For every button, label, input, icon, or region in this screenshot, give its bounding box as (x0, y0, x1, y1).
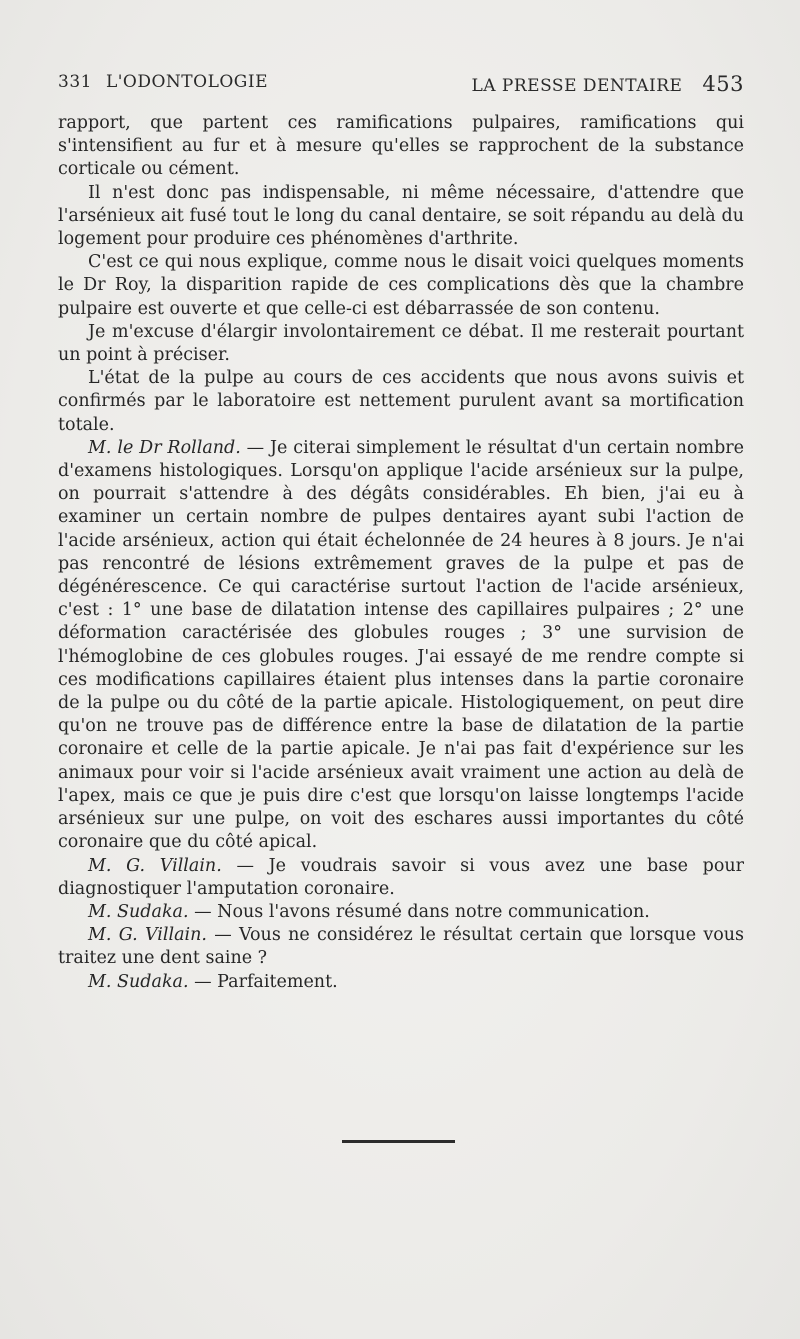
speaker-name: M. G. Villain. (88, 925, 207, 946)
right-running-title: LA PRESSE DENTAIRE (471, 76, 683, 96)
header-right (471, 72, 744, 96)
speech-text: — Nous l'avons résumé dans notre communication. (188, 901, 650, 922)
speech-paragraph (58, 437, 744, 855)
paragraph (58, 182, 744, 252)
speaker-name: M. le Dr Rolland. (88, 437, 241, 458)
speech-paragraph (58, 855, 744, 901)
paragraph-text: rapport, que partent ces ramifications pulpaires, ramifications qui s'intensifient au fur et à mesure qu'elles se rapprochent de la substance corticale ou cément. (58, 113, 744, 180)
section-end-rule (342, 1140, 455, 1143)
speech-text: — Vous ne considérez le résultat certain que lorsque vous traitez une dent saine ? (58, 925, 744, 969)
speech-paragraph (58, 924, 744, 970)
speech-paragraph (58, 901, 744, 924)
speech-text: — Je citerai simplement le résultat d'un certain nombre d'examens histologiques. Lorsqu'on applique l'acide arsénieux sur la pulpe, on pourrait s'attendre à des dégâts considérables. Eh bien, j'ai eu à examiner un certain nombre de pulpes dentaires ayant subi l'action de l'acide arsénieux, action qui était échelonnée de 24 heures à 8 jours. Je n'ai pas rencontré de lésions extrêmement graves de la pulpe et pas de dégénérescence. Ce qui caractérise surtout l'action de l'acide arsénieux, c'est : 1° une base de dilatation intense des capillaires pulpaires ; 2° une déformation caractérisée des globules rouges ; 3° une survision de l'hémoglobine de ces globules rouges. J'ai essayé de me rendre compte si ces modifications capillaires étaient plus intenses dans la partie coronaire de la pulpe ou du côté de la partie apicale. Histologiquement, on peut dire qu'on ne trouve pas de différence entre la base de dilatation de la partie coronaire et celle de la partie apicale. Je n'ai pas fait d'expérience sur les animaux pour voir si l'acide arsénieux avait vraiment une action au delà de l'apex, mais ce que je puis dire c'est que lorsqu'on laisse longtemps l'acide arsénieux sur une pulpe, on voit des eschares aussi importantes du côté coronaire que du côté apical. (58, 437, 744, 853)
paragraph-text: C'est ce qui nous explique, comme nous le disait voici quelques moments le Dr Roy, la disparition rapide de ces complications dès que la chambre pulpaire est ouverte et que celle-ci est débarrassée de son contenu. (58, 252, 744, 319)
left-running-title: L'ODONTOLOGIE (105, 72, 269, 92)
paragraph-text: Je m'excuse d'élargir involontairement ce débat. Il me resterait pourtant un point à préciser. (58, 321, 744, 366)
paragraph-continuation (58, 112, 744, 182)
speech-text: — Je voudrais savoir si vous avez une base pour diagnostiquer l'amputation coronaire. (58, 855, 744, 899)
article-body (58, 112, 744, 994)
paragraph-text: L'état de la pulpe au cours de ces accidents que nous avons suivis et confirmés par le laboratoire est nettement purulent avant sa mortification totale. (58, 368, 744, 435)
paragraph (58, 367, 744, 437)
speech-text: — Parfaitement. (188, 971, 338, 992)
speaker-name: M. Sudaka. (88, 901, 189, 922)
paragraph (58, 251, 744, 321)
right-page-number: 453 (702, 72, 744, 96)
paragraph-text: Il n'est donc pas indispensable, ni même nécessaire, d'attendre que l'arsénieux ait fusé tout le long du canal dentaire, se soit répandu au delà du logement pour produire ces phénomènes d'arthrite. (58, 182, 744, 250)
speech-paragraph (58, 971, 744, 994)
left-page-number: 331 (58, 72, 92, 92)
running-header (58, 72, 744, 102)
speaker-name: M. Sudaka. (88, 971, 189, 992)
speaker-name: M. G. Villain. (88, 855, 222, 876)
header-left (58, 72, 268, 92)
paragraph (58, 321, 744, 367)
